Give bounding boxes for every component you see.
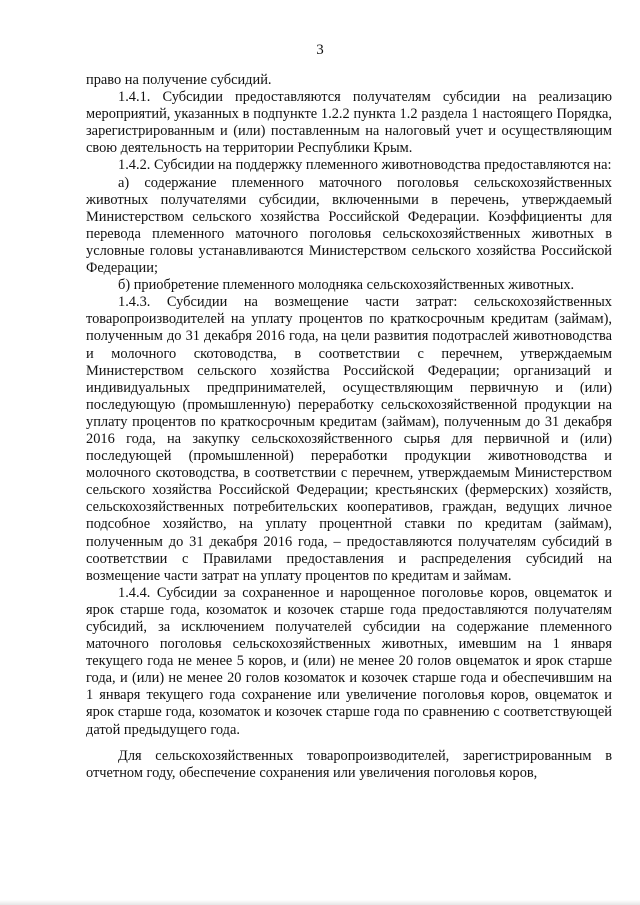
document-body	[86, 72, 612, 782]
paragraph-continuation: право на получение субсидий.	[86, 72, 272, 88]
paragraph-1-4-2: 1.4.2. Субсидии на поддержку племенного животноводства предоставляются на:	[118, 157, 612, 174]
paragraph-1-4-2-item-b: б) приобретение племенного молодняка сельскохозяйственных животных.	[118, 277, 575, 294]
page-number: 3	[316, 42, 324, 58]
paragraph-1-4-4: 1.4.4. Субсидии за сохраненное и нарощенное поголовье коров, овцематок и ярок старше года, козоматок и козочек старше года предоставляются получателям субсидий, за исключением получателей субсидии на содержание племенного маточного поголовья сельскохозяйственных животных, имевшим на 1 января текущего года не менее 5 коров, и (или) не менее 20 голов овцематок и ярок старше года, и (или) не менее 20 голов козоматок и козочек старше года и обеспечившим на 1 января текущего года сохранение или увеличение поголовья коров, овцематок и ярок старше года, козоматок и козочек старше года по сравнению с соответствующей датой предыдущего года.	[86, 584, 612, 738]
paragraph-new-producers: Для сельскохозяйственных товаропроизводителей, зарегистрированным в отчетном году, обеспечение сохранения или увеличения поголовья коров,	[86, 747, 612, 781]
paragraph-1-4-3: 1.4.3. Субсидии на возмещение части затрат: сельскохозяйственных товаропроизводителей на уплату процентов по краткосрочным кредитам (займам), полученным до 31 декабря 2016 года, на цели развития подотраслей животноводства и молочного скотоводства, в соответствии с перечнем, утверждаемым Министерством сельского хозяйства Российской Федерации; организаций и индивидуальных предпринимателей, осуществляющим первичную и (или) последующую (промышленную) переработку сельскохозяйственной продукции на уплату процентов по краткосрочным кредитам (займам), полученным до 31 декабря 2016 года, на закупку сельскохозяйственного сырья для первичной и (или) последующей (промышленной) переработки продукции животноводства и молочного скотоводства, в соответствии с перечнем, утверждаемым Министерством сельского хозяйства Российской Федерации; крестьянских (фермерских) хозяйств, сельскохозяйственных потребительских кооперативов, граждан, ведущих личное подсобное хозяйство, на уплату процентной ставки по кредитам (займам), полученным до 31 декабря 2016 года, – предоставляются получателям субсидий в соответствии с Правилами предоставления и распределения субсидий на возмещение части затрат на уплату процентов по кредитам и займам.	[86, 294, 612, 584]
paragraph-1-4-2-item-a: а) содержание племенного маточного поголовья сельскохозяйственных животных получателями субсидии, включенными в перечень, утверждаемый Министерством сельского хозяйства Российской Федерации. Коэффициенты для перевода племенного маточного поголовья сельскохозяйственных животных в условные головы устанавливаются Министерством сельского хозяйства Российской Федерации;	[86, 174, 612, 277]
paragraph-1-4-1: 1.4.1. Субсидии предоставляются получателям субсидии на реализацию мероприятий, указанных в подпункте 1.2.2 пункта 1.2 раздела 1 настоящего Порядка, зарегистрированным и (или) поставленным на налоговый учет и осуществляющим свою деятельность на территории Республики Крым.	[86, 89, 612, 157]
scan-bottom-edge	[0, 900, 640, 905]
